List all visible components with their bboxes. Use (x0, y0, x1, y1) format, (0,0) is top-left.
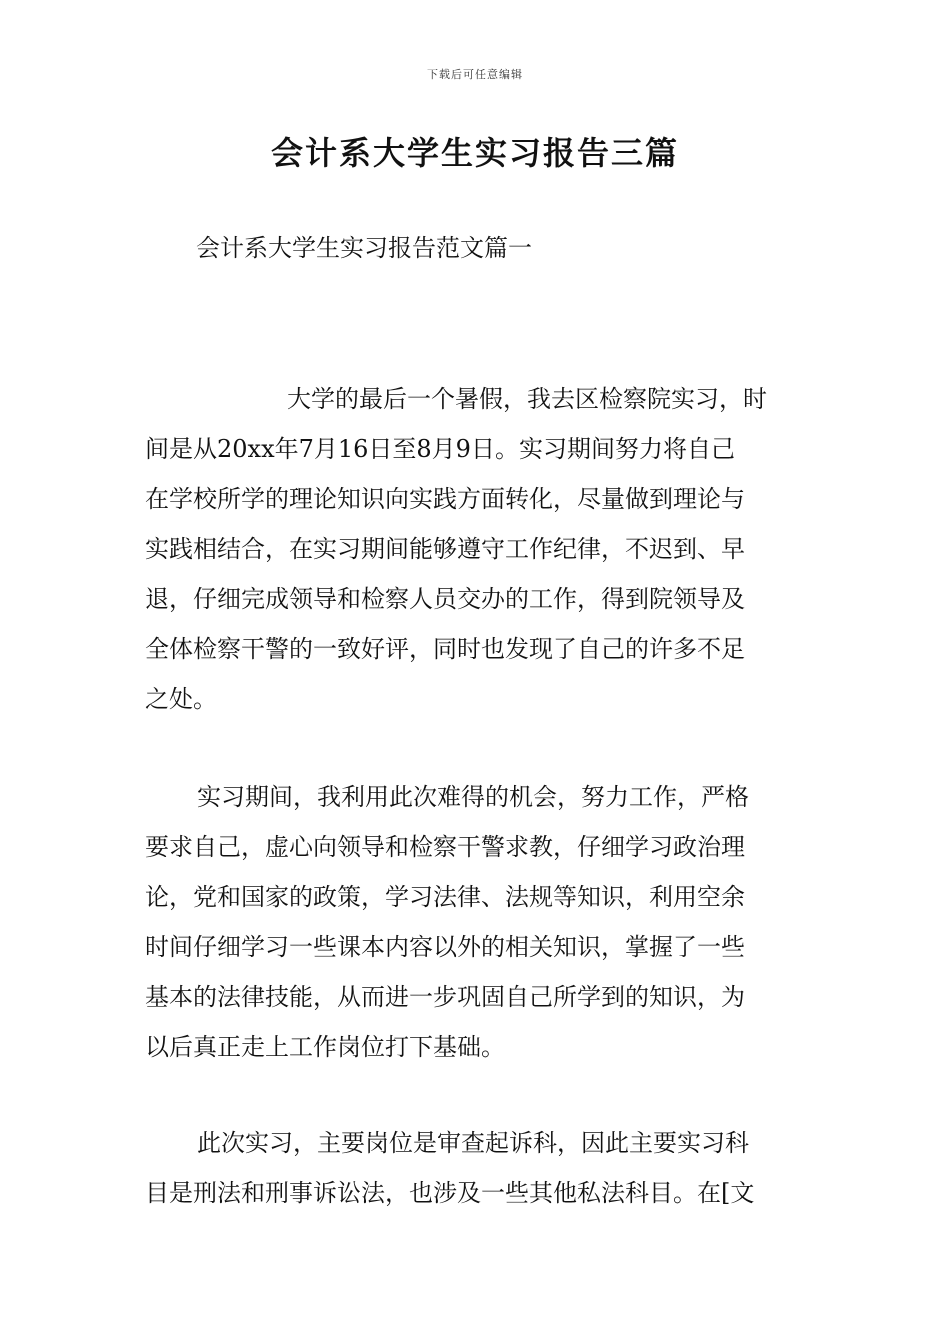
paragraph-line: 实习期间，我利用此次难得的机会，努力工作，严格 (197, 783, 749, 811)
header-note: 下载后可任意编辑 (427, 68, 523, 81)
section-subtitle: 会计系大学生实习报告范文篇一 (196, 234, 532, 262)
paragraph-line: 退，仔细完成领导和检察人员交办的工作，得到院领导及 (145, 585, 745, 613)
document-title: 会计系大学生实习报告三篇 (270, 134, 679, 172)
paragraph-1 (145, 374, 807, 724)
paragraph-line: 实践相结合，在实习期间能够遵守工作纪律，不迟到、早 (145, 535, 745, 563)
paragraph-line: 时间仔细学习一些课本内容以外的相关知识，掌握了一些 (145, 933, 745, 961)
paragraph-line: 此次实习，主要岗位是审查起诉科，因此主要实习科 (197, 1129, 749, 1157)
paragraph-line: 大学的最后一个暑假，我去区检察院实习，时 (287, 385, 767, 413)
paragraph-line: 目是刑法和刑事诉讼法，也涉及一些其他私法科目。在[文 (145, 1179, 755, 1207)
paragraph-line: 以后真正走上工作岗位打下基础。 (145, 1033, 505, 1061)
paragraph-line: 之处。 (145, 685, 217, 713)
paragraph-line: 在学校所学的理论知识向实践方面转化，尽量做到理论与 (145, 485, 745, 513)
paragraph-3 (145, 1118, 807, 1218)
paragraph-line: 基本的法律技能，从而进一步巩固自己所学到的知识，为 (145, 983, 745, 1011)
paragraph-line: 论，党和国家的政策，学习法律、法规等知识，利用空余 (145, 883, 745, 911)
paragraph-line: 间是从20xx年7月16日至8月9日。实习期间努力将自己 (145, 435, 735, 463)
paragraph-2 (145, 772, 807, 1072)
paragraph-line: 全体检察干警的一致好评，同时也发现了自己的许多不足 (145, 635, 745, 663)
paragraph-line: 要求自己，虚心向领导和检察干警求教，仔细学习政治理 (145, 833, 745, 861)
